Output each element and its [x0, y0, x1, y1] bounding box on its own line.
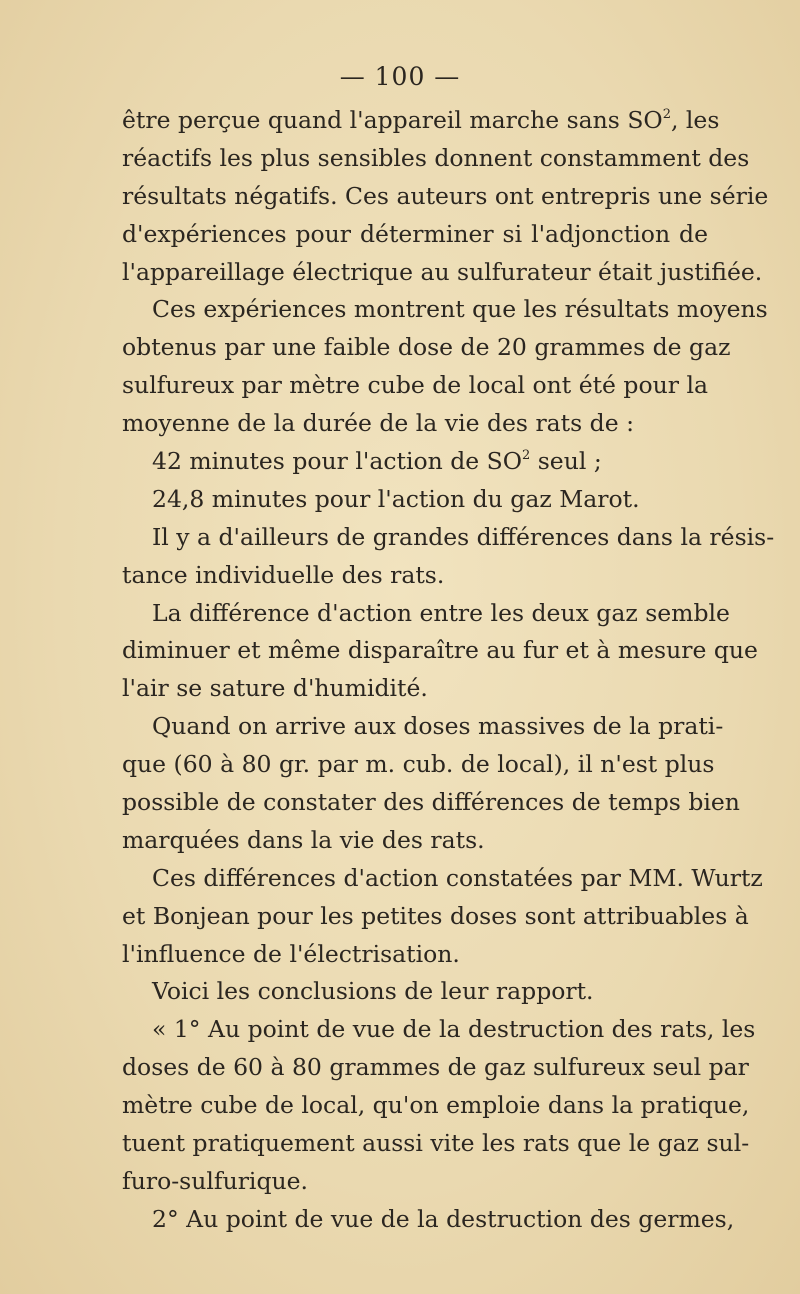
- text-line: 42 minutes pour l'action de $SO^2$ seul ;: [152, 447, 602, 476]
- text-line: moyenne de la durée de la vie des rats de :: [122, 409, 634, 438]
- text-line: Ces expériences montrent que les résultats moyens: [152, 295, 768, 324]
- text-line: que (60 à 80 gr. par m. cub. de local), il n'est plus: [122, 750, 715, 779]
- text-line: obtenus par une faible dose de 20 grammes de gaz: [122, 333, 731, 362]
- text-line: l'appareillage électrique au sulfurateur était justifiée.: [122, 257, 763, 286]
- text-line: mètre cube de local, qu'on emploie dans la pratique,: [122, 1091, 750, 1120]
- text-line: possible de constater des différences de temps bien: [122, 788, 740, 817]
- text-line: La différence d'action entre les deux gaz semble: [152, 598, 730, 627]
- text-line: Il y a d'ailleurs de grandes différences dans la résis-: [152, 522, 775, 551]
- text-line: Quand on arrive aux doses massives de la prati-: [152, 712, 724, 741]
- text-line: diminuer et même disparaître au fur et à mesure que: [122, 636, 758, 665]
- text-line: 2° Au point de vue de la destruction des germes,: [152, 1204, 735, 1233]
- text-line: et Bonjean pour les petites doses sont attribuables à: [122, 901, 749, 930]
- text-line: Voici les conclusions de leur rapport.: [152, 977, 594, 1006]
- text-line: sulfureux par mètre cube de local ont été pour la: [122, 371, 708, 400]
- text-line: « 1° Au point de vue de la destruction des rats, les: [152, 1015, 756, 1044]
- text-line: l'influence de l'électrisation.: [122, 939, 460, 968]
- text-line: Ces différences d'action constatées par MM. Wurtz: [152, 863, 763, 892]
- text-line: résultats négatifs. Ces auteurs ont entrepris une série: [122, 181, 769, 210]
- text-line: tuent pratiquement aussi vite les rats que le gaz sul-: [122, 1129, 750, 1158]
- text-line: 24,8 minutes pour l'action du gaz Marot.: [152, 484, 640, 513]
- text-line: l'air se sature d'humidité.: [122, 674, 428, 703]
- text-line: réactifs les plus sensibles donnent constamment des: [122, 143, 750, 172]
- text-line: être perçue quand l'appareil marche sans $SO^2$, les: [122, 106, 720, 134]
- page-number: — 100 —: [339, 62, 461, 91]
- text-line: d'expériences pour déterminer si l'adjonction de: [122, 219, 708, 248]
- text-line: furo-sulfurique.: [122, 1166, 309, 1195]
- text-line: doses de 60 à 80 grammes de gaz sulfureux seul par: [122, 1053, 749, 1082]
- text-line: marquées dans la vie des rats.: [122, 825, 485, 854]
- text-line: tance individuelle des rats.: [122, 560, 445, 589]
- body-text: [122, 102, 775, 1239]
